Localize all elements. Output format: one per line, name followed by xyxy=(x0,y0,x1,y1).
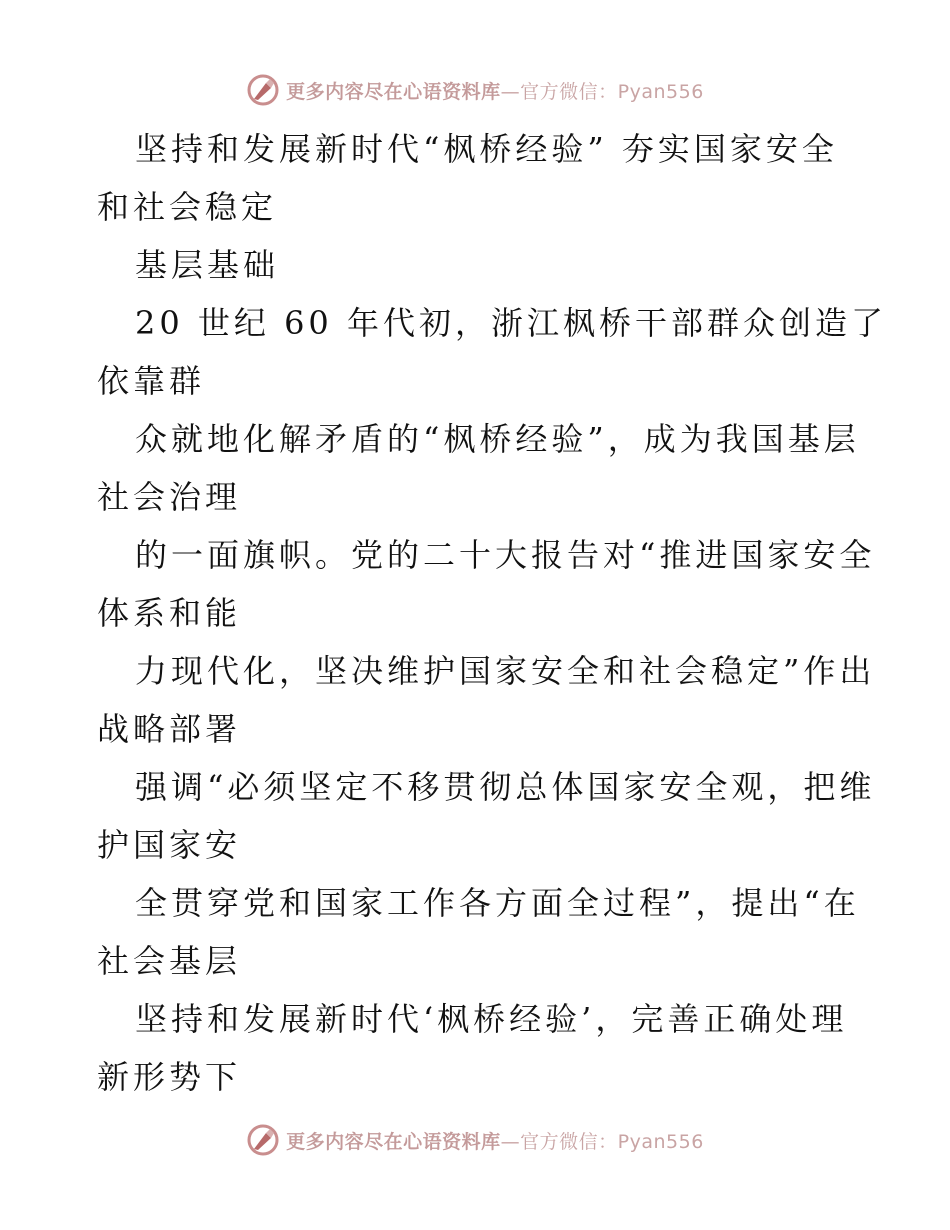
paragraph-line: 社会基层 xyxy=(97,942,242,980)
watermark-brand: 更多内容尽在心语资料库 xyxy=(286,1130,501,1153)
watermark-contact: 官方微信：Pyan556 xyxy=(520,80,704,103)
paragraph-line: 新形势下 xyxy=(97,1058,242,1096)
paragraph-line: 依靠群 xyxy=(97,362,206,400)
paragraph-line: 的一面旗帜。党的二十大报告对“推进国家安全 xyxy=(135,536,876,574)
paragraph-line: 社会治理 xyxy=(97,478,242,516)
title-line-1: 坚持和发展新时代“枫桥经验” 夯实国家安全 xyxy=(135,130,838,168)
paragraph-line: 20 世纪 60 年代初，浙江枫桥干部群众创造了 xyxy=(135,304,887,342)
paragraph-line: 护国家安 xyxy=(97,826,242,864)
watermark-text xyxy=(286,1127,704,1154)
header-watermark xyxy=(0,70,950,110)
fountain-pen-logo-icon xyxy=(246,73,280,107)
watermark-brand: 更多内容尽在心语资料库 xyxy=(286,80,501,103)
paragraph-line: 战略部署 xyxy=(97,710,242,748)
fountain-pen-logo-icon xyxy=(246,1123,280,1157)
document-body xyxy=(97,120,887,1106)
paragraph-line: 坚持和发展新时代‘枫桥经验’，完善正确处理 xyxy=(135,1000,848,1038)
watermark-dash: — xyxy=(500,80,521,103)
paragraph-line: 全贯穿党和国家工作各方面全过程”，提出“在 xyxy=(135,884,860,922)
paragraph-line: 众就地化解矛盾的“枫桥经验”，成为我国基层 xyxy=(135,420,860,458)
paragraph-line: 体系和能 xyxy=(97,594,242,632)
title-line-3: 基层基础 xyxy=(135,246,280,284)
watermark-dash: — xyxy=(500,1130,521,1153)
watermark-contact: 官方微信：Pyan556 xyxy=(520,1130,704,1153)
footer-watermark xyxy=(0,1120,950,1160)
paragraph-line: 强调“必须坚定不移贯彻总体国家安全观，把维 xyxy=(135,768,876,806)
watermark-text xyxy=(286,77,704,104)
title-line-2: 和社会稳定 xyxy=(97,188,278,226)
paragraph-line: 力现代化，坚决维护国家安全和社会稳定”作出 xyxy=(135,652,876,690)
